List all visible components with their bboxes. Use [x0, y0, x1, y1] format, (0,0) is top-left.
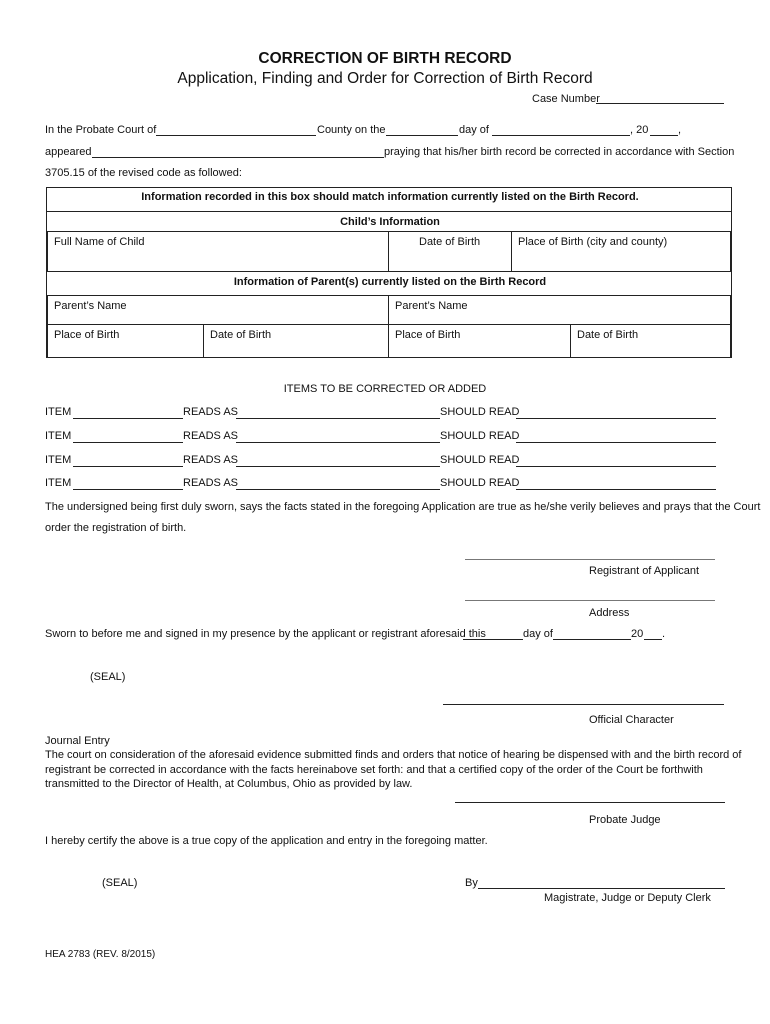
info-box-heading: Information recorded in this box should match information currently listed on the Birth Record.	[141, 191, 639, 203]
reads-as-label: READS AS	[183, 430, 239, 442]
appeared-label: appeared	[45, 146, 92, 158]
registrant-signature-field[interactable]	[465, 559, 715, 560]
probate-judge-signature-field[interactable]	[455, 802, 725, 803]
item-field[interactable]	[73, 466, 183, 467]
reads-as-label: READS AS	[183, 477, 239, 489]
form-title: CORRECTION OF BIRTH RECORD	[258, 50, 512, 67]
reads-as-field[interactable]	[236, 418, 440, 419]
registrant-label: Registrant of Applicant	[589, 565, 700, 577]
case-number-label: Case Number	[532, 93, 600, 105]
full-name-of-child-field[interactable]	[47, 231, 389, 272]
day-of-label: day of	[459, 124, 489, 136]
journal-line-1: The court on consideration of the aforesaid evidence submitted finds and orders that notice of hearing be dispensed with and the birth record of	[45, 749, 742, 761]
seal-2: (SEAL)	[102, 877, 138, 889]
official-character-field[interactable]	[443, 704, 724, 705]
county-on-label: County on the	[317, 124, 386, 136]
divider	[47, 211, 731, 212]
reads-as-label: READS AS	[183, 454, 239, 466]
should-read-label: SHOULD READ	[440, 406, 520, 418]
by-label: By	[465, 877, 478, 889]
seal-1: (SEAL)	[90, 671, 126, 683]
parent-2-place-of-birth-label: Place of Birth	[395, 329, 461, 341]
child-place-of-birth-field[interactable]	[511, 231, 731, 272]
should-read-field[interactable]	[516, 418, 716, 419]
praying-text: praying that his/her birth record be corrected in accordance with Section	[384, 146, 735, 158]
item-label: ITEM	[45, 406, 72, 418]
should-read-label: SHOULD READ	[440, 454, 520, 466]
reads-as-label: READS AS	[183, 406, 239, 418]
by-signature-field[interactable]	[478, 888, 725, 889]
should-read-label: SHOULD READ	[440, 430, 520, 442]
parent-1-place-of-birth-field[interactable]	[47, 324, 204, 358]
sworn-year-label: 20	[631, 628, 644, 640]
child-place-of-birth-label: Place of Birth (city and county)	[518, 236, 668, 248]
parent-2-name-field[interactable]	[388, 295, 731, 325]
child-info-heading: Child’s Information	[340, 216, 440, 228]
probate-judge-label: Probate Judge	[589, 814, 661, 826]
item-field[interactable]	[73, 418, 183, 419]
official-character-label: Official Character	[589, 714, 674, 726]
certify-text: I hereby certify the above is a true copy of the application and entry in the foregoing matter.	[45, 835, 488, 847]
magistrate-label: Magistrate, Judge or Deputy Clerk	[544, 892, 711, 904]
probate-court-label: In the Probate Court of	[45, 124, 157, 136]
parent-1-place-of-birth-label: Place of Birth	[54, 329, 120, 341]
case-number-field[interactable]	[596, 103, 724, 104]
journal-line-3: transmitted to the Director of Health, at Columbus, Ohio as provided by law.	[45, 778, 413, 790]
sworn-end: .	[662, 628, 666, 640]
should-read-label: SHOULD READ	[440, 477, 520, 489]
parent-2-date-of-birth-field[interactable]	[570, 324, 731, 358]
parents-info-heading: Information of Parent(s) currently listed on the Birth Record	[233, 276, 547, 288]
appeared-field[interactable]	[92, 157, 384, 158]
birth-record-info-box	[46, 187, 732, 358]
parent-2-date-of-birth-label: Date of Birth	[577, 329, 639, 341]
address-field[interactable]	[465, 600, 715, 601]
child-date-of-birth-field[interactable]	[388, 231, 512, 272]
journal-line-2: registrant be corrected in accordance with the facts hereinabove set forth: and that a certified copy of the order of the Court be forthwith	[45, 764, 703, 776]
should-read-field[interactable]	[516, 466, 716, 467]
probate-court-field[interactable]	[156, 135, 316, 136]
reads-as-field[interactable]	[236, 466, 440, 467]
item-label: ITEM	[45, 477, 72, 489]
parent-2-place-of-birth-field[interactable]	[388, 324, 571, 358]
should-read-field[interactable]	[516, 442, 716, 443]
items-heading: ITEMS TO BE CORRECTED OR ADDED	[283, 383, 487, 395]
sworn-day-field[interactable]	[463, 639, 523, 640]
parent-1-name-field[interactable]	[47, 295, 389, 325]
parent-2-name-label: Parent’s Name	[395, 300, 468, 312]
affidavit-line-1: The undersigned being first duly sworn, says the facts stated in the foregoing Application are true as he/she verily believes and prays that the Court	[45, 501, 761, 513]
reads-as-field[interactable]	[236, 489, 440, 490]
parent-1-date-of-birth-label: Date of Birth	[210, 329, 272, 341]
sworn-year-field[interactable]	[644, 639, 662, 640]
parent-1-date-of-birth-field[interactable]	[203, 324, 389, 358]
parent-1-name-label: Parent’s Name	[54, 300, 127, 312]
form-subtitle: Application, Finding and Order for Correction of Birth Record	[177, 70, 593, 87]
should-read-field[interactable]	[516, 489, 716, 490]
affidavit-line-2: order the registration of birth.	[45, 522, 187, 534]
address-label: Address	[589, 607, 630, 619]
year-suffix: ,	[678, 124, 682, 136]
year-field[interactable]	[650, 135, 678, 136]
item-label: ITEM	[45, 430, 72, 442]
sworn-text: Sworn to before me and signed in my presence by the applicant or registrant aforesaid this	[45, 628, 486, 640]
reads-as-field[interactable]	[236, 442, 440, 443]
sworn-day-of-label: day of	[523, 628, 553, 640]
child-date-of-birth-label: Date of Birth	[419, 236, 481, 248]
county-day-field[interactable]	[386, 135, 458, 136]
full-name-of-child-label: Full Name of Child	[54, 236, 145, 248]
year-label: , 20	[630, 124, 649, 136]
section-text: 3705.15 of the revised code as followed:	[45, 167, 242, 179]
item-label: ITEM	[45, 454, 72, 466]
sworn-month-field[interactable]	[553, 639, 631, 640]
item-field[interactable]	[73, 442, 183, 443]
month-field[interactable]	[492, 135, 630, 136]
form-number: HEA 2783 (REV. 8/2015)	[45, 949, 156, 960]
item-field[interactable]	[73, 489, 183, 490]
journal-entry-heading: Journal Entry	[45, 735, 110, 747]
